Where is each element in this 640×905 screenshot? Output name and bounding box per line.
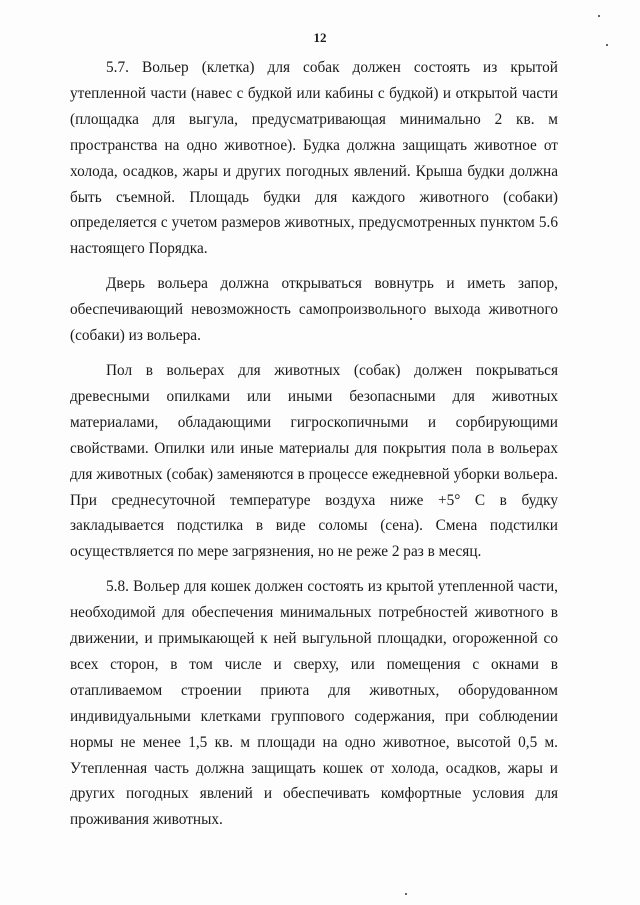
scan-speck [606,44,608,46]
page-number: 12 [313,30,327,45]
scan-speck [405,893,407,895]
scan-speck [598,15,600,17]
paragraph-5-7: 5.7. Вольер (клетка) для собак должен состоять из крытой утепленной части (навес с будкой или кабины с будкой) и открытой части (площадка для выгула, предусматривающая минимально 2 кв. м пространства на одно животное). Будка должна защищать животное от холода, осадков, жары и других погодных явлений. Крыша будки должна быть съемной. Площадь будки для каждого животного (собаки) определяется с учетом размеров животных, предусмотренных пунктом 5.6 настоящего Порядка. [70,59,558,258]
paragraph-floor: Пол в вольерах для животных (собак) должен покрываться древесными опилками или иными безопасными для животных материалами, обладающими гигроскопичными и сорбирующими свойствами. Опилки или иные материалы для покрытия пола в вольерах для животных (собак) заменяются в процессе ежедневной уборки вольера. При среднесуточной температуре воздуха ниже +5° С в будку закладывается подстилка в виде соломы (сена). Смена подстилки осуществляется по мере загрязнения, но не реже 2 раз в месяц. [70,361,558,561]
paragraph-5-8: 5.8. Вольер для кошек должен состоять из крытой утепленной части, необходимой для обеспечения минимальных потребностей животного в движении, и примыкающей к ней выгульной площадки, огороженной со всех сторон, в том числе и сверху, или помещения с окнами в отапливаемом строении приюта для животных, оборудованном индивидуальными клетками группового содержания, при соблюдении нормы не менее 1,5 кв. м площади на одно животное, высотой 0,5 м. Утепленная часть должна защищать кошек от холода, осадков, жары и других погодных явлений и обеспечивать комфортные условия для проживания животных. [70,578,558,829]
document-body [70,55,558,833]
paragraph-door: Дверь вольера должна открываться вовнутрь и иметь запор, обеспечивающий невозможность самопроизвольного выхода животного (собаки) из вольера. [70,275,558,345]
scan-speck [410,318,412,320]
